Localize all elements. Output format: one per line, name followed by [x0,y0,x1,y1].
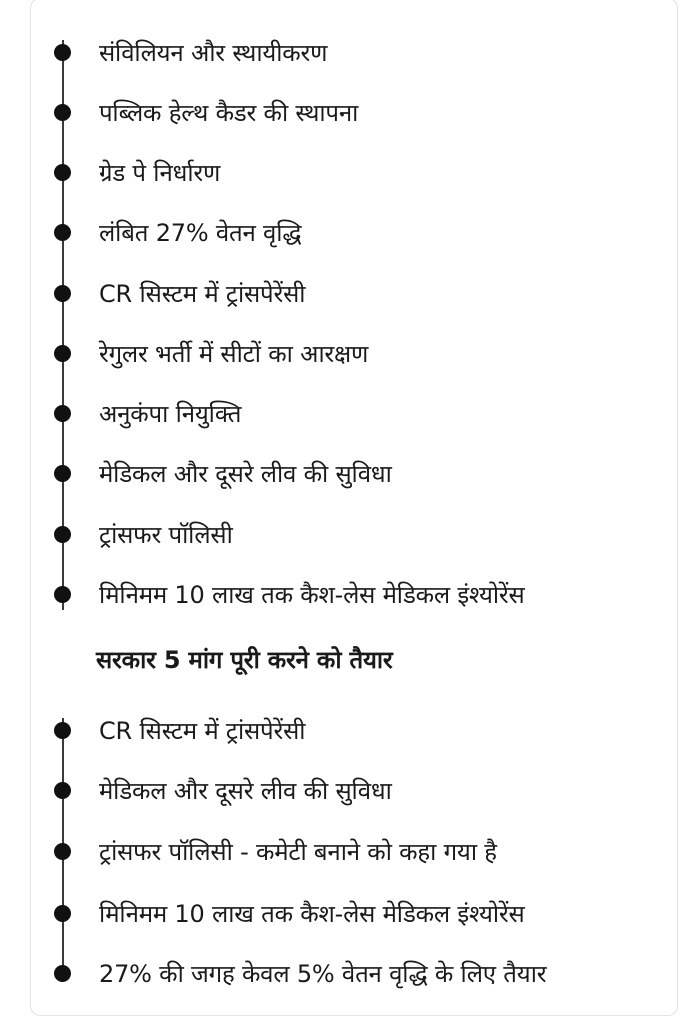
bullet-dot-icon [54,345,71,362]
demand-item [52,152,220,192]
demand-item-label: संविलियन और स्थायीकरण [99,38,328,67]
agreed-item-label: ट्रांसफर पॉलिसी - कमेटी बनाने को कहा गया है [99,837,497,866]
demand-item [52,514,233,554]
bullet-dot-icon [54,782,71,799]
agreed-item [52,710,305,750]
agreed-item [52,770,392,810]
demand-item-label: ट्रांसफर पॉलिसी [99,520,233,549]
agreed-item [52,893,525,933]
demand-item-label: ग्रेड पे निर्धारण [99,158,221,187]
demand-item [52,92,358,132]
bullet-dot-icon [54,905,71,922]
demand-item-label: मेडिकल और दूसरे लीव की सुविधा [99,459,392,488]
agreed-item [52,831,497,871]
demand-item [52,333,368,373]
bullet-dot-icon [54,526,71,543]
bullet-dot-icon [54,104,71,121]
demand-item-label: CR सिस्टम में ट्रांसपेरेंसी [99,279,306,308]
demand-item [52,393,241,433]
demand-item [52,574,525,614]
demand-item [52,273,305,313]
bullet-dot-icon [54,44,71,61]
demand-item [52,32,327,72]
demand-item-label: रेगुलर भर्ती में सीटों का आरक्षण [99,339,369,368]
bullet-dot-icon [54,586,71,603]
agreed-item-label: CR सिस्टम में ट्रांसपेरेंसी [99,716,306,745]
demand-item-label: अनुकंपा नियुक्ति [99,399,242,428]
demand-item-label: पब्लिक हेल्थ कैडर की स्थापना [99,98,359,127]
bullet-dot-icon [54,285,71,302]
section-heading: सरकार 5 मांग पूरी करने को तैयार [96,646,393,674]
agreed-item-label: मेडिकल और दूसरे लीव की सुविधा [99,776,392,805]
demand-item-label: लंबित 27% वेतन वृद्धि [99,218,302,247]
bullet-dot-icon [54,843,71,860]
demand-item [52,212,301,252]
bullet-dot-icon [54,164,71,181]
demand-item [52,453,392,493]
agreed-item-label: मिनिमम 10 लाख तक कैश-लेस मेडिकल इंश्योरेंस [99,899,525,928]
bullet-dot-icon [54,405,71,422]
agreed-item [52,953,546,993]
bullet-dot-icon [54,224,71,241]
demand-item-label: मिनिमम 10 लाख तक कैश-लेस मेडिकल इंश्योरेंस [99,580,525,609]
agreed-item-label: 27% की जगह केवल 5% वेतन वृद्धि के लिए तैयार [99,959,547,988]
bullet-dot-icon [54,965,71,982]
bullet-dot-icon [54,465,71,482]
bullet-dot-icon [54,722,71,739]
